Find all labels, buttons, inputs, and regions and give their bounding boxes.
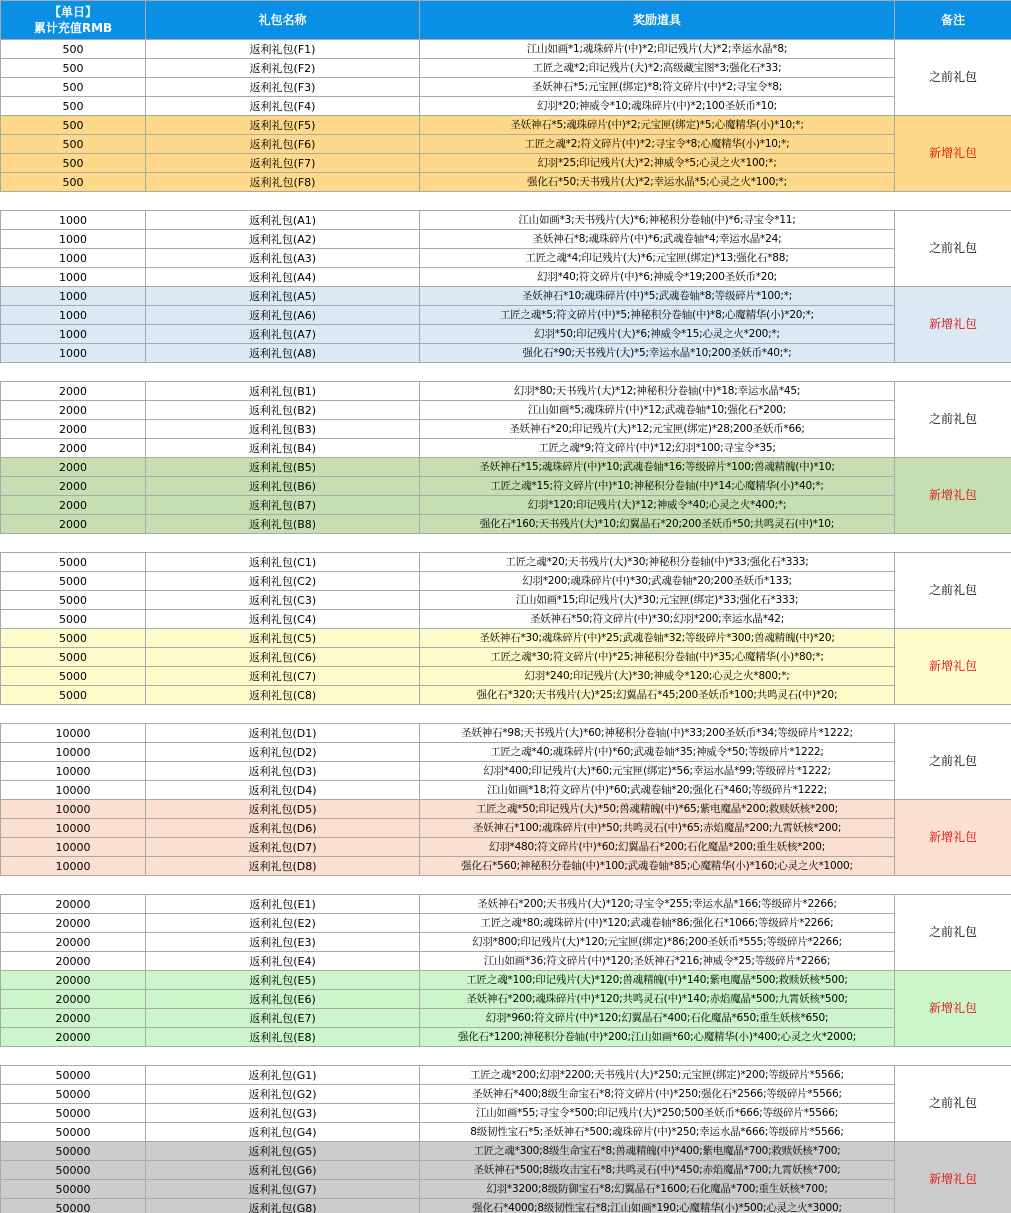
- reward-cell: 幻羽*240;印记残片(大)*30;神威令*120;心灵之火*800;*;: [420, 667, 895, 686]
- table-body: [1, 40, 1011, 1213]
- reward-cell: 幻羽*50;印记残片(大)*6;神威令*15;心灵之火*200;*;: [420, 325, 895, 344]
- table-row: [1, 553, 1011, 572]
- reward-cell: 工匠之魂*200;幻羽*2200;天书残片(大)*250;元宝匣(绑定)*200;等级碎片*5566;: [420, 1066, 895, 1085]
- reward-cell: 工匠之魂*30;符文碎片(中)*25;神秘积分卷轴(中)*35;心魔精华(小)*80;*;: [420, 648, 895, 667]
- reward-cell: 工匠之魂*15;符文碎片(中)*10;神秘积分卷轴(中)*14;心魔精华(小)*40;*;: [420, 477, 895, 496]
- amount-cell: 10000: [1, 857, 146, 876]
- amount-cell: 1000: [1, 344, 146, 363]
- table-row: [1, 743, 1011, 762]
- old-pack-note: 之前礼包: [895, 382, 1011, 458]
- reward-cell: 工匠之魂*9;符文碎片(中)*12;幻羽*100;寻宝令*35;: [420, 439, 895, 458]
- name-cell: 返利礼包(A3): [146, 249, 420, 268]
- old-pack-note: 之前礼包: [895, 724, 1011, 800]
- amount-cell: 10000: [1, 781, 146, 800]
- table-row: [1, 1142, 1011, 1161]
- reward-cell: 江山如画*36;符文碎片(中)*120;圣妖神石*216;神威令*25;等级碎片*2266;: [420, 952, 895, 971]
- reward-cell: 强化石*1200;神秘积分卷轴(中)*200;江山如画*60;心魔精华(小)*400;心灵之火*2000;: [420, 1028, 895, 1047]
- table-row: [1, 59, 1011, 78]
- table-row: [1, 952, 1011, 971]
- table-row: [1, 249, 1011, 268]
- amount-cell: 5000: [1, 610, 146, 629]
- name-cell: 返利礼包(C1): [146, 553, 420, 572]
- new-pack-note: 新增礼包: [895, 287, 1011, 363]
- name-cell: 返利礼包(E6): [146, 990, 420, 1009]
- name-cell: 返利礼包(B4): [146, 439, 420, 458]
- header-name: 礼包名称: [146, 1, 420, 40]
- name-cell: 返利礼包(G3): [146, 1104, 420, 1123]
- amount-cell: 1000: [1, 230, 146, 249]
- table-row: [1, 97, 1011, 116]
- reward-cell: 圣妖神石*500;8级攻击宝石*8;共鸣灵石(中)*450;赤焰魔晶*700;九霄妖核*700;: [420, 1161, 895, 1180]
- name-cell: 返利礼包(E7): [146, 1009, 420, 1028]
- reward-cell: 工匠之魂*20;天书残片(大)*30;神秘积分卷轴(中)*33;强化石*333;: [420, 553, 895, 572]
- name-cell: 返利礼包(B6): [146, 477, 420, 496]
- table-row: [1, 477, 1011, 496]
- reward-cell: 江山如画*3;天书残片(大)*6;神秘积分卷轴(中)*6;寻宝令*11;: [420, 211, 895, 230]
- name-cell: 返利礼包(C5): [146, 629, 420, 648]
- reward-cell: 幻羽*20;神威令*10;魂珠碎片(中)*2;100圣妖币*10;: [420, 97, 895, 116]
- reward-cell: 圣妖神石*8;魂珠碎片(中)*6;武魂卷轴*4;幸运水晶*24;: [420, 230, 895, 249]
- amount-cell: 50000: [1, 1123, 146, 1142]
- name-cell: 返利礼包(C4): [146, 610, 420, 629]
- reward-cell: 幻羽*3200;8级防御宝石*8;幻翼晶石*1600;石化魔晶*700;重生妖核*700;: [420, 1180, 895, 1199]
- table-row: [1, 420, 1011, 439]
- new-pack-note: 新增礼包: [895, 458, 1011, 534]
- group-spacer: [1, 363, 1011, 382]
- name-cell: 返利礼包(F5): [146, 116, 420, 135]
- reward-cell: 幻羽*200;魂珠碎片(中)*30;武魂卷轴*20;200圣妖币*133;: [420, 572, 895, 591]
- table-row: [1, 78, 1011, 97]
- reward-cell: 圣妖神石*50;符文碎片(中)*30;幻羽*200;幸运水晶*42;: [420, 610, 895, 629]
- table-row: [1, 325, 1011, 344]
- amount-cell: 5000: [1, 686, 146, 705]
- reward-cell: 圣妖神石*30;魂珠碎片(中)*25;武魂卷轴*32;等级碎片*300;兽魂精魄(中)*20;: [420, 629, 895, 648]
- amount-cell: 5000: [1, 667, 146, 686]
- reward-cell: 强化石*160;天书残片(大)*10;幻翼晶石*20;200圣妖币*50;共鸣灵石(中)*10;: [420, 515, 895, 534]
- amount-cell: 5000: [1, 553, 146, 572]
- name-cell: 返利礼包(G4): [146, 1123, 420, 1142]
- name-cell: 返利礼包(A1): [146, 211, 420, 230]
- group-spacer: [1, 876, 1011, 895]
- name-cell: 返利礼包(G7): [146, 1180, 420, 1199]
- table-row: [1, 116, 1011, 135]
- reward-cell: 工匠之魂*5;符文碎片(中)*5;神秘积分卷轴(中)*8;心魔精华(小)*20;*;: [420, 306, 895, 325]
- amount-cell: 2000: [1, 439, 146, 458]
- amount-cell: 20000: [1, 1028, 146, 1047]
- reward-cell: 工匠之魂*100;印记残片(大)*120;兽魂精魄(中)*140;紫电魔晶*500;救赎妖核*500;: [420, 971, 895, 990]
- reward-cell: 江山如画*5;魂珠碎片(中)*12;武魂卷轴*10;强化石*200;: [420, 401, 895, 420]
- reward-cell: 江山如画*1;魂珠碎片(中)*2;印记残片(大)*2;幸运水晶*8;: [420, 40, 895, 59]
- table-row: [1, 1199, 1011, 1213]
- amount-cell: 2000: [1, 420, 146, 439]
- amount-cell: 1000: [1, 325, 146, 344]
- old-pack-note: 之前礼包: [895, 40, 1011, 116]
- table-row: [1, 287, 1011, 306]
- reward-cell: 江山如画*55;寻宝令*500;印记残片(大)*250;500圣妖币*666;等级碎片*5566;: [420, 1104, 895, 1123]
- reward-cell: 8级韧性宝石*5;圣妖神石*500;魂珠碎片(中)*250;幸运水晶*666;等级碎片*5566;: [420, 1123, 895, 1142]
- old-pack-note: 之前礼包: [895, 895, 1011, 971]
- table-row: [1, 1123, 1011, 1142]
- table-row: [1, 173, 1011, 192]
- table-row: [1, 230, 1011, 249]
- reward-cell: 幻羽*800;印记残片(大)*120;元宝匣(绑定)*86;200圣妖币*555;等级碎片*2266;: [420, 933, 895, 952]
- table-row: [1, 610, 1011, 629]
- table-row: [1, 1009, 1011, 1028]
- table-row: [1, 629, 1011, 648]
- amount-cell: 5000: [1, 591, 146, 610]
- name-cell: 返利礼包(G2): [146, 1085, 420, 1104]
- name-cell: 返利礼包(B3): [146, 420, 420, 439]
- table-row: [1, 135, 1011, 154]
- old-pack-note: 之前礼包: [895, 1066, 1011, 1142]
- table-row: [1, 591, 1011, 610]
- name-cell: 返利礼包(D2): [146, 743, 420, 762]
- header-note: 备注: [895, 1, 1011, 40]
- reward-cell: 圣妖神石*98;天书残片(大)*60;神秘积分卷轴(中)*33;200圣妖币*34;等级碎片*1222;: [420, 724, 895, 743]
- new-pack-note: 新增礼包: [895, 1142, 1011, 1213]
- table-row: [1, 667, 1011, 686]
- name-cell: 返利礼包(C7): [146, 667, 420, 686]
- amount-cell: 20000: [1, 914, 146, 933]
- table-row: [1, 686, 1011, 705]
- name-cell: 返利礼包(F4): [146, 97, 420, 116]
- name-cell: 返利礼包(E8): [146, 1028, 420, 1047]
- table-row: [1, 1066, 1011, 1085]
- amount-cell: 500: [1, 97, 146, 116]
- amount-cell: 2000: [1, 401, 146, 420]
- reward-cell: 工匠之魂*40;魂珠碎片(中)*60;武魂卷轴*35;神威令*50;等级碎片*1222;: [420, 743, 895, 762]
- table-row: [1, 762, 1011, 781]
- amount-cell: 10000: [1, 743, 146, 762]
- name-cell: 返利礼包(F7): [146, 154, 420, 173]
- reward-cell: 圣妖神石*5;魂珠碎片(中)*2;元宝匣(绑定)*5;心魔精华(小)*10;*;: [420, 116, 895, 135]
- table-row: [1, 819, 1011, 838]
- amount-cell: 500: [1, 135, 146, 154]
- reward-cell: 工匠之魂*80;魂珠碎片(中)*120;武魂卷轴*86;强化石*1066;等级碎片*2266;: [420, 914, 895, 933]
- reward-cell: 工匠之魂*4;印记残片(大)*6;元宝匣(绑定)*13;强化石*88;: [420, 249, 895, 268]
- amount-cell: 1000: [1, 268, 146, 287]
- reward-cell: 圣妖神石*200;天书残片(大)*120;寻宝令*255;幸运水晶*166;等级碎片*2266;: [420, 895, 895, 914]
- amount-cell: 1000: [1, 211, 146, 230]
- amount-cell: 10000: [1, 800, 146, 819]
- name-cell: 返利礼包(A7): [146, 325, 420, 344]
- reward-cell: 圣妖神石*100;魂珠碎片(中)*50;共鸣灵石(中)*65;赤焰魔晶*200;九霄妖核*200;: [420, 819, 895, 838]
- header-reward: 奖励道具: [420, 1, 895, 40]
- amount-cell: 50000: [1, 1199, 146, 1213]
- table-row: [1, 971, 1011, 990]
- table-row: [1, 857, 1011, 876]
- table-row: [1, 1028, 1011, 1047]
- name-cell: 返利礼包(G5): [146, 1142, 420, 1161]
- reward-cell: 圣妖神石*400;8级生命宝石*8;符文碎片(中)*250;强化石*2566;等级碎片*5566;: [420, 1085, 895, 1104]
- name-cell: 返利礼包(G6): [146, 1161, 420, 1180]
- amount-cell: 2000: [1, 477, 146, 496]
- name-cell: 返利礼包(E5): [146, 971, 420, 990]
- reward-cell: 江山如画*18;符文碎片(中)*60;武魂卷轴*20;强化石*460;等级碎片*1222;: [420, 781, 895, 800]
- name-cell: 返利礼包(D7): [146, 838, 420, 857]
- amount-cell: 20000: [1, 952, 146, 971]
- name-cell: 返利礼包(F6): [146, 135, 420, 154]
- amount-cell: 50000: [1, 1085, 146, 1104]
- amount-cell: 2000: [1, 458, 146, 477]
- name-cell: 返利礼包(B1): [146, 382, 420, 401]
- reward-cell: 幻羽*80;天书残片(大)*12;神秘积分卷轴(中)*18;幸运水晶*45;: [420, 382, 895, 401]
- reward-cell: 幻羽*400;印记残片(大)*60;元宝匣(绑定)*56;幸运水晶*99;等级碎片*1222;: [420, 762, 895, 781]
- table-row: [1, 439, 1011, 458]
- amount-cell: 2000: [1, 382, 146, 401]
- name-cell: 返利礼包(C2): [146, 572, 420, 591]
- amount-cell: 50000: [1, 1161, 146, 1180]
- name-cell: 返利礼包(C8): [146, 686, 420, 705]
- name-cell: 返利礼包(F2): [146, 59, 420, 78]
- name-cell: 返利礼包(D8): [146, 857, 420, 876]
- name-cell: 返利礼包(D3): [146, 762, 420, 781]
- table-row: [1, 458, 1011, 477]
- reward-cell: 强化石*4000;8级韧性宝石*8;江山如画*190;心魔精华(小)*500;心灵之火*3000;: [420, 1199, 895, 1213]
- name-cell: 返利礼包(A2): [146, 230, 420, 249]
- table-row: [1, 1161, 1011, 1180]
- name-cell: 返利礼包(D1): [146, 724, 420, 743]
- reward-cell: 江山如画*15;印记残片(大)*30;元宝匣(绑定)*33;强化石*333;: [420, 591, 895, 610]
- reward-cell: 工匠之魂*2;印记残片(大)*2;高级藏宝图*3;强化石*33;: [420, 59, 895, 78]
- table-row: [1, 838, 1011, 857]
- table-row: [1, 933, 1011, 952]
- reward-cell: 圣妖神石*5;元宝匣(绑定)*8;符文碎片(中)*2;寻宝令*8;: [420, 78, 895, 97]
- amount-cell: 20000: [1, 895, 146, 914]
- amount-cell: 5000: [1, 572, 146, 591]
- amount-cell: 20000: [1, 1009, 146, 1028]
- table-row: [1, 1104, 1011, 1123]
- new-pack-note: 新增礼包: [895, 629, 1011, 705]
- reward-cell: 幻羽*40;符文碎片(中)*6;神威令*19;200圣妖币*20;: [420, 268, 895, 287]
- reward-cell: 幻羽*480;符文碎片(中)*60;幻翼晶石*200;石化魔晶*200;重生妖核*200;: [420, 838, 895, 857]
- name-cell: 返利礼包(G8): [146, 1199, 420, 1213]
- amount-cell: 20000: [1, 971, 146, 990]
- reward-cell: 圣妖神石*15;魂珠碎片(中)*10;武魂卷轴*16;等级碎片*100;兽魂精魄(中)*10;: [420, 458, 895, 477]
- table-row: [1, 306, 1011, 325]
- table-row: [1, 800, 1011, 819]
- name-cell: 返利礼包(A4): [146, 268, 420, 287]
- header-amount: 【单日】 累计充值RMB: [1, 1, 146, 40]
- name-cell: 返利礼包(B5): [146, 458, 420, 477]
- name-cell: 返利礼包(F1): [146, 40, 420, 59]
- group-spacer: [1, 534, 1011, 553]
- amount-cell: 5000: [1, 629, 146, 648]
- reward-cell: 工匠之魂*300;8级生命宝石*8;兽魂精魄(中)*400;紫电魔晶*700;救赎妖核*700;: [420, 1142, 895, 1161]
- table-row: [1, 572, 1011, 591]
- name-cell: 返利礼包(F8): [146, 173, 420, 192]
- reward-cell: 强化石*50;天书残片(大)*2;幸运水晶*5;心灵之火*100;*;: [420, 173, 895, 192]
- amount-cell: 50000: [1, 1066, 146, 1085]
- new-pack-note: 新增礼包: [895, 800, 1011, 876]
- name-cell: 返利礼包(A6): [146, 306, 420, 325]
- amount-cell: 5000: [1, 648, 146, 667]
- name-cell: 返利礼包(G1): [146, 1066, 420, 1085]
- reward-cell: 圣妖神石*20;印记残片(大)*12;元宝匣(绑定)*28;200圣妖币*66;: [420, 420, 895, 439]
- amount-cell: 10000: [1, 724, 146, 743]
- table-row: [1, 895, 1011, 914]
- amount-cell: 10000: [1, 819, 146, 838]
- group-spacer: [1, 1047, 1011, 1066]
- group-spacer: [1, 192, 1011, 211]
- name-cell: 返利礼包(C6): [146, 648, 420, 667]
- old-pack-note: 之前礼包: [895, 211, 1011, 287]
- name-cell: 返利礼包(A8): [146, 344, 420, 363]
- table-row: [1, 1180, 1011, 1199]
- table-row: [1, 211, 1011, 230]
- amount-cell: 500: [1, 59, 146, 78]
- reward-cell: 幻羽*25;印记残片(大)*2;神威令*5;心灵之火*100;*;: [420, 154, 895, 173]
- table-row: [1, 648, 1011, 667]
- reward-cell: 强化石*560;神秘积分卷轴(中)*100;武魂卷轴*85;心魔精华(小)*160;心灵之火*1000;: [420, 857, 895, 876]
- name-cell: 返利礼包(B7): [146, 496, 420, 515]
- amount-cell: 50000: [1, 1142, 146, 1161]
- name-cell: 返利礼包(A5): [146, 287, 420, 306]
- amount-cell: 500: [1, 116, 146, 135]
- amount-cell: 10000: [1, 838, 146, 857]
- name-cell: 返利礼包(E4): [146, 952, 420, 971]
- table-row: [1, 154, 1011, 173]
- table-row: [1, 401, 1011, 420]
- table-row: [1, 40, 1011, 59]
- header-row: [1, 1, 1011, 40]
- amount-cell: 500: [1, 173, 146, 192]
- table-row: [1, 1085, 1011, 1104]
- new-pack-note: 新增礼包: [895, 116, 1011, 192]
- name-cell: 返利礼包(E2): [146, 914, 420, 933]
- reward-cell: 强化石*90;天书残片(大)*5;幸运水晶*10;200圣妖币*40;*;: [420, 344, 895, 363]
- reward-cell: 幻羽*960;符文碎片(中)*120;幻翼晶石*400;石化魔晶*650;重生妖核*650;: [420, 1009, 895, 1028]
- amount-cell: 20000: [1, 990, 146, 1009]
- table-row: [1, 724, 1011, 743]
- amount-cell: 50000: [1, 1104, 146, 1123]
- name-cell: 返利礼包(D5): [146, 800, 420, 819]
- amount-cell: 20000: [1, 933, 146, 952]
- table-row: [1, 781, 1011, 800]
- old-pack-note: 之前礼包: [895, 553, 1011, 629]
- name-cell: 返利礼包(B2): [146, 401, 420, 420]
- amount-cell: 500: [1, 40, 146, 59]
- name-cell: 返利礼包(F3): [146, 78, 420, 97]
- amount-cell: 1000: [1, 306, 146, 325]
- reward-cell: 圣妖神石*10;魂珠碎片(中)*5;武魂卷轴*8;等级碎片*100;*;: [420, 287, 895, 306]
- reward-cell: 圣妖神石*200;魂珠碎片(中)*120;共鸣灵石(中)*140;赤焰魔晶*500;九霄妖核*500;: [420, 990, 895, 1009]
- name-cell: 返利礼包(C3): [146, 591, 420, 610]
- reward-cell: 工匠之魂*50;印记残片(大)*50;兽魂精魄(中)*65;紫电魔晶*200;救赎妖核*200;: [420, 800, 895, 819]
- amount-cell: 1000: [1, 287, 146, 306]
- amount-cell: 500: [1, 154, 146, 173]
- table-row: [1, 382, 1011, 401]
- group-spacer: [1, 705, 1011, 724]
- name-cell: 返利礼包(B8): [146, 515, 420, 534]
- name-cell: 返利礼包(D6): [146, 819, 420, 838]
- table-row: [1, 268, 1011, 287]
- table-row: [1, 496, 1011, 515]
- reward-cell: 强化石*320;天书残片(大)*25;幻翼晶石*45;200圣妖币*100;共鸣灵石(中)*20;: [420, 686, 895, 705]
- table-row: [1, 344, 1011, 363]
- reward-cell: 幻羽*120;印记残片(大)*12;神威令*40;心灵之火*400;*;: [420, 496, 895, 515]
- reward-cell: 工匠之魂*2;符文碎片(中)*2;寻宝令*8;心魔精华(小)*10;*;: [420, 135, 895, 154]
- amount-cell: 2000: [1, 515, 146, 534]
- table-row: [1, 990, 1011, 1009]
- amount-cell: 10000: [1, 762, 146, 781]
- name-cell: 返利礼包(D4): [146, 781, 420, 800]
- amount-cell: 2000: [1, 496, 146, 515]
- amount-cell: 50000: [1, 1180, 146, 1199]
- name-cell: 返利礼包(E1): [146, 895, 420, 914]
- amount-cell: 1000: [1, 249, 146, 268]
- table-row: [1, 515, 1011, 534]
- table-row: [1, 914, 1011, 933]
- new-pack-note: 新增礼包: [895, 971, 1011, 1047]
- name-cell: 返利礼包(E3): [146, 933, 420, 952]
- amount-cell: 500: [1, 78, 146, 97]
